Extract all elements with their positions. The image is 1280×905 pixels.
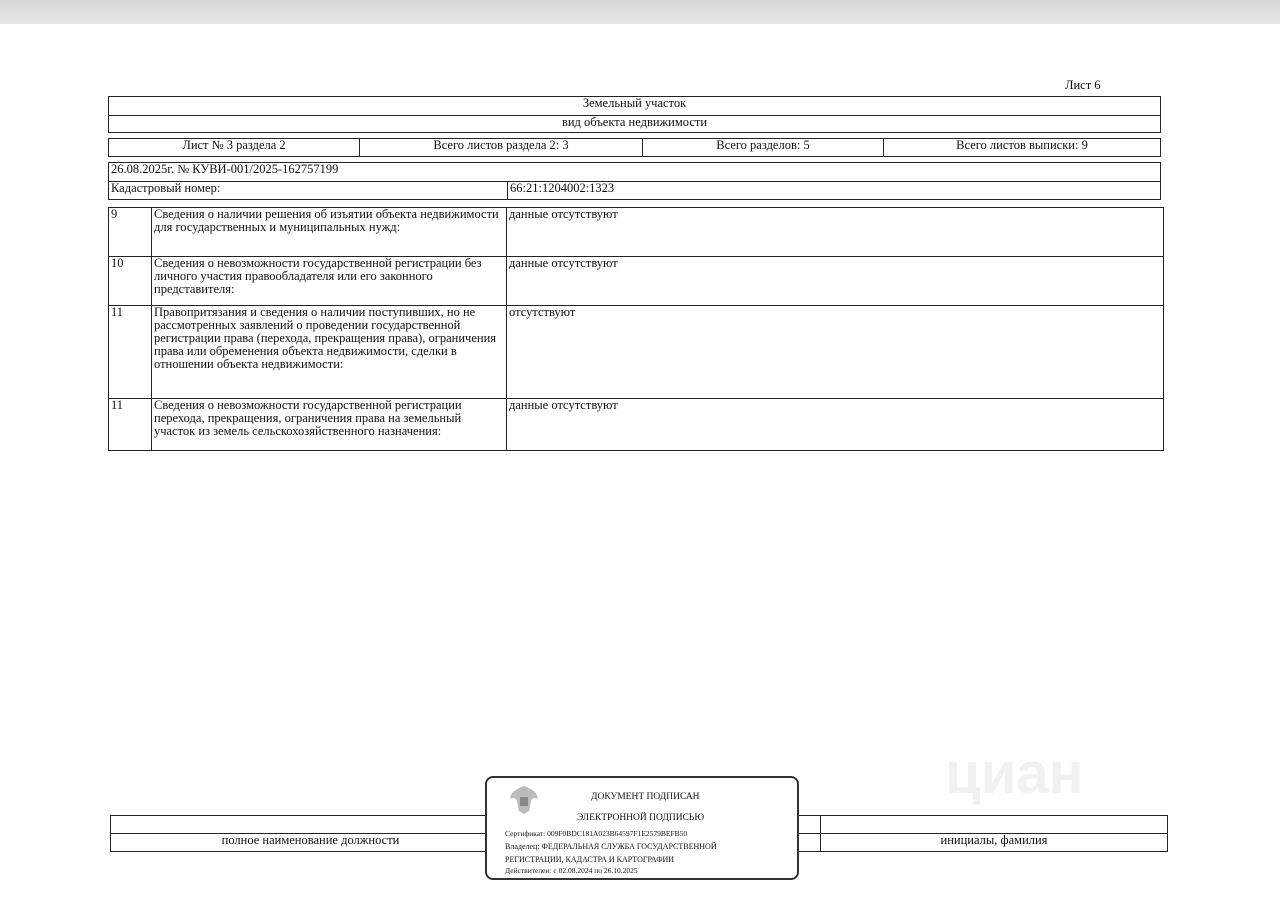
row-title: Сведения о невозможности государственной регистрации без личного участия правообладателя или его законного представителя:: [152, 257, 507, 306]
electronic-signature-stamp: [485, 776, 799, 880]
row-number: 9: [109, 208, 152, 257]
table-row: [109, 306, 1164, 399]
stamp-validity: Действителен: с 02.08.2024 по 26.10.2025: [505, 866, 638, 875]
row-value: данные отсутствуют: [507, 208, 1164, 257]
row-value: отсутствуют: [507, 306, 1164, 399]
section-sheets-total: Всего листов раздела 2: 3: [360, 139, 643, 157]
sheet-number: Лист № 3 раздела 2: [109, 139, 360, 157]
row-number: 11: [109, 399, 152, 451]
stamp-owner-cont: РЕГИСТРАЦИИ, КАДАСТРА И КАРТОГРАФИИ: [505, 855, 675, 864]
sections-total: Всего разделов: 5: [643, 139, 884, 157]
stamp-certificate: Сертификат: 009F0BDC181A023B64597F1E2579BEFB50: [505, 829, 688, 838]
extract-date-number: 26.08.2025г. № КУВИ-001/2025-162757199: [109, 163, 1161, 182]
sheet-label: Лист 6: [1065, 78, 1101, 92]
cadastral-label: Кадастровый номер:: [109, 182, 508, 200]
records-table: [108, 207, 1164, 451]
row-number: 10: [109, 257, 152, 306]
watermark: циан: [945, 741, 1084, 806]
extract-sheets-total: Всего листов выписки: 9: [884, 139, 1161, 157]
object-type: Земельный участок: [109, 97, 1161, 116]
name-caption: инициалы, фамилия: [821, 834, 1168, 852]
position-caption: полное наименование должности: [111, 834, 511, 852]
cadastral-number: 66:21:1204002:1323: [508, 182, 1161, 200]
row-number: 11: [109, 306, 152, 399]
object-type-caption: вид объекта недвижимости: [109, 116, 1161, 133]
object-header: [108, 96, 1161, 133]
table-row: [109, 208, 1164, 257]
stamp-title: ДОКУМЕНТ ПОДПИСАН: [591, 792, 700, 802]
extract-info: [108, 162, 1161, 200]
table-row: [109, 257, 1164, 306]
row-value: данные отсутствуют: [507, 257, 1164, 306]
row-title: Правопритязания и сведения о наличии поступивших, но не рассмотренных заявлений о проведении государственной регистрации права (перехода, прекращения права), ограничения права или обременения объекта недвижимости, сделки в отношении объекта недвижимости:: [152, 306, 507, 399]
emblem-icon: [507, 783, 541, 817]
stamp-owner: Владелец: ФЕДЕРАЛЬНАЯ СЛУЖБА ГОСУДАРСТВЕННОЙ: [505, 842, 717, 851]
sheet-info: [108, 138, 1161, 157]
row-title: Сведения о наличии решения об изъятии объекта недвижимости для государственных и муниципальных нужд:: [152, 208, 507, 257]
stamp-subtitle: ЭЛЕКТРОННОЙ ПОДПИСЬЮ: [577, 813, 705, 823]
table-row: [109, 399, 1164, 451]
row-value: данные отсутствуют: [507, 399, 1164, 451]
row-title: Сведения о невозможности государственной регистрации перехода, прекращения, ограничения права на земельный участок из земель сельскохозяйственного назначения:: [152, 399, 507, 451]
